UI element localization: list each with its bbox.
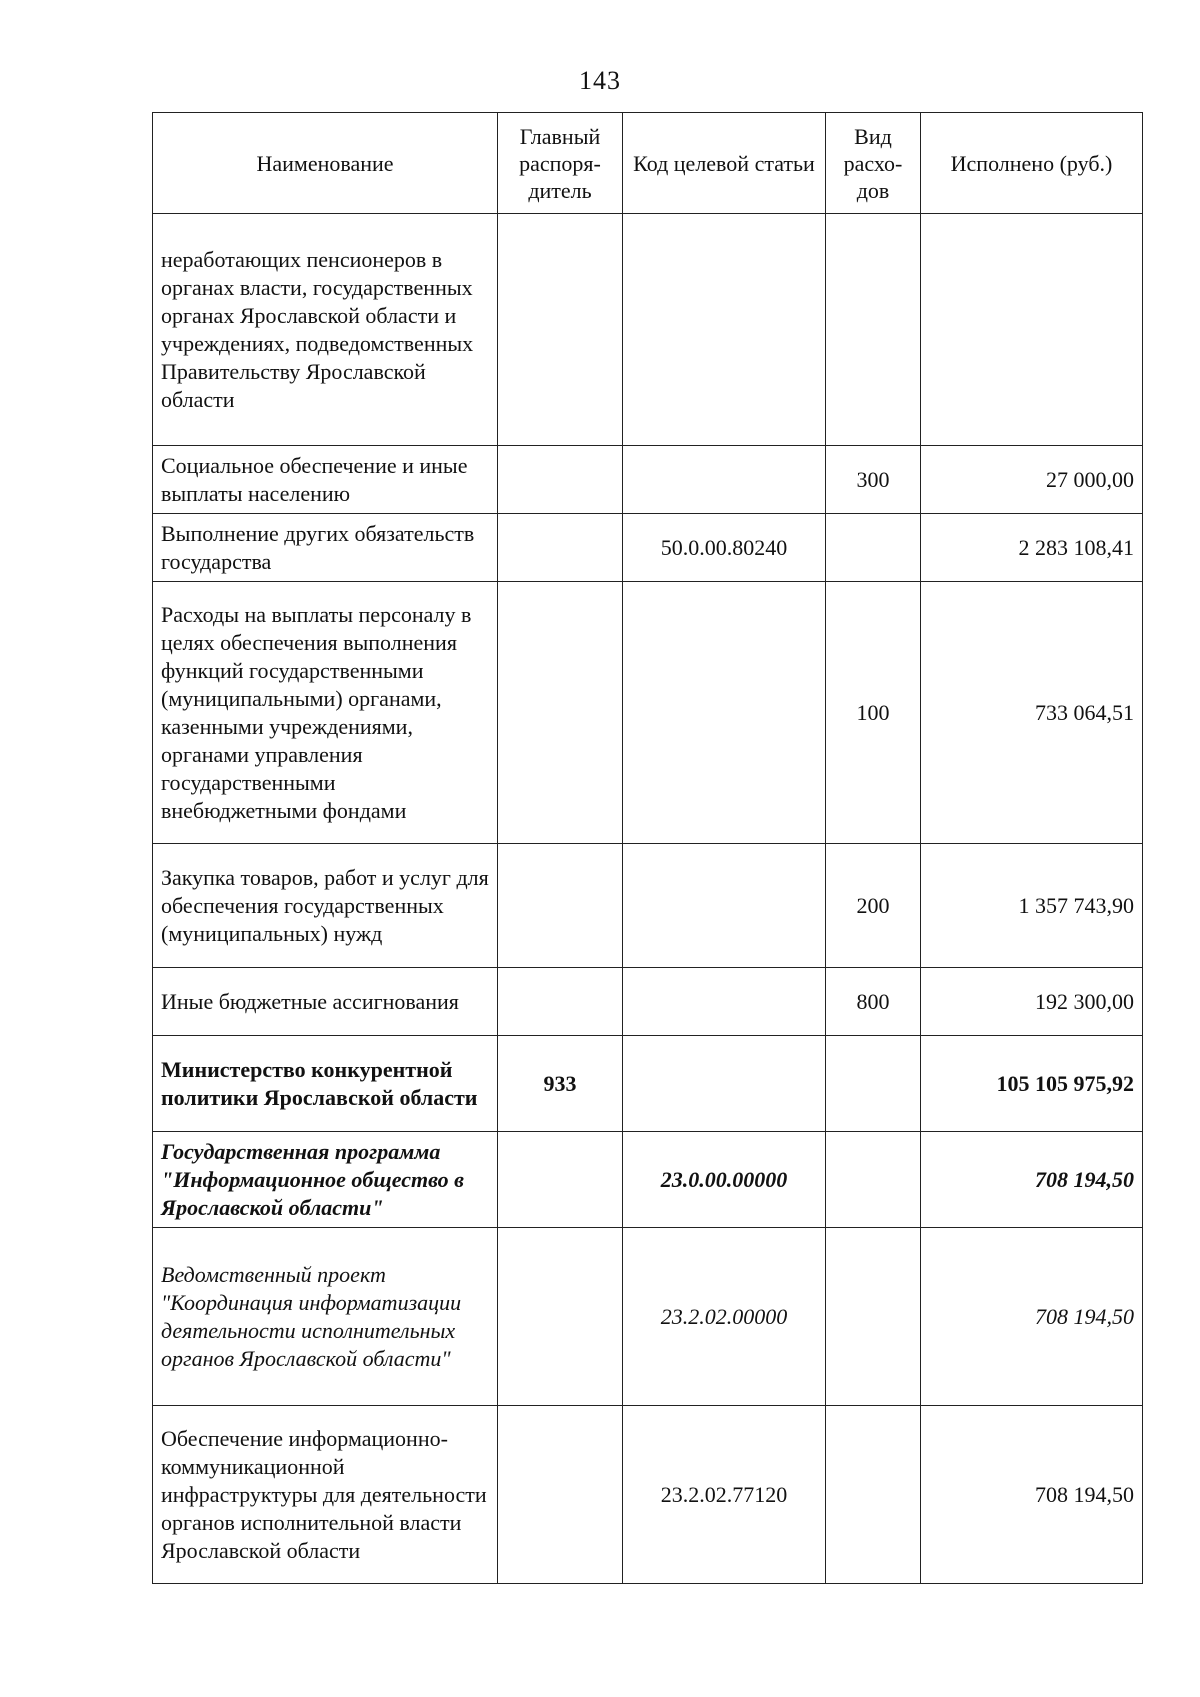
table-row [153,214,1143,446]
row-name: Закупка товаров, работ и услуг для обеспечения государственных (муниципальных) нужд [153,844,498,968]
row-target-code [623,582,826,844]
table-row [153,582,1143,844]
row-name: Государственная программа "Информационное общество в Ярославской области" [153,1132,498,1228]
row-name: Выполнение других обязательств государства [153,514,498,582]
row-name: неработающих пенсионеров в органах власти, государственных органах Ярославской области и учреждениях, подведомственных Правительству Ярославской области [153,214,498,446]
row-name: Расходы на выплаты персоналу в целях обеспечения выполнения функций государственными (муниципальными) органами, казенными учреждениями, органами управления государственными внебюджетными фондами [153,582,498,844]
row-executed: 27 000,00 [921,446,1143,514]
row-target-code: 23.0.00.00000 [623,1132,826,1228]
table-row-ministry [153,1036,1143,1132]
row-expense-type [826,514,921,582]
row-target-code: 50.0.00.80240 [623,514,826,582]
row-executed: 1 357 743,90 [921,844,1143,968]
table-row [153,968,1143,1036]
row-expense-type [826,1228,921,1406]
row-main-manager: 933 [498,1036,623,1132]
row-expense-type [826,214,921,446]
row-executed: 708 194,50 [921,1406,1143,1584]
row-main-manager [498,514,623,582]
table-row-project [153,1228,1143,1406]
row-main-manager [498,446,623,514]
table-row-program [153,1132,1143,1228]
row-main-manager [498,968,623,1036]
row-main-manager [498,582,623,844]
row-main-manager [498,1406,623,1584]
header-target-code: Код целевой статьи [623,113,826,214]
row-name: Обеспечение информационно-коммуникационной инфраструктуры для деятельности органов исполнительной власти Ярославской области [153,1406,498,1584]
table-row [153,1406,1143,1584]
header-expense-type: Вид расхо-дов [826,113,921,214]
row-name: Иные бюджетные ассигнования [153,968,498,1036]
row-executed: 192 300,00 [921,968,1143,1036]
row-target-code [623,446,826,514]
header-executed: Исполнено (руб.) [921,113,1143,214]
row-executed [921,214,1143,446]
row-name: Ведомственный проект "Координация информатизации деятельности исполнительных органов Ярославской области" [153,1228,498,1406]
budget-execution-table [152,112,1143,1584]
row-target-code [623,844,826,968]
row-target-code: 23.2.02.00000 [623,1228,826,1406]
row-main-manager [498,1132,623,1228]
row-name: Социальное обеспечение и иные выплаты населению [153,446,498,514]
row-target-code [623,214,826,446]
row-expense-type: 300 [826,446,921,514]
row-target-code: 23.2.02.77120 [623,1406,826,1584]
header-main-manager: Главный распоря-дитель [498,113,623,214]
row-executed: 2 283 108,41 [921,514,1143,582]
table-row [153,844,1143,968]
row-main-manager [498,214,623,446]
table-header-row [153,113,1143,214]
row-target-code [623,1036,826,1132]
row-executed: 708 194,50 [921,1132,1143,1228]
row-expense-type [826,1036,921,1132]
row-name: Министерство конкурентной политики Ярославской области [153,1036,498,1132]
row-expense-type: 200 [826,844,921,968]
row-expense-type: 100 [826,582,921,844]
row-main-manager [498,1228,623,1406]
row-main-manager [498,844,623,968]
table-row [153,446,1143,514]
row-executed: 733 064,51 [921,582,1143,844]
row-expense-type: 800 [826,968,921,1036]
row-expense-type [826,1406,921,1584]
table-row [153,514,1143,582]
row-expense-type [826,1132,921,1228]
row-executed: 105 105 975,92 [921,1036,1143,1132]
row-target-code [623,968,826,1036]
header-name: Наименование [153,113,498,214]
row-executed: 708 194,50 [921,1228,1143,1406]
page-number: 143 [579,66,621,95]
